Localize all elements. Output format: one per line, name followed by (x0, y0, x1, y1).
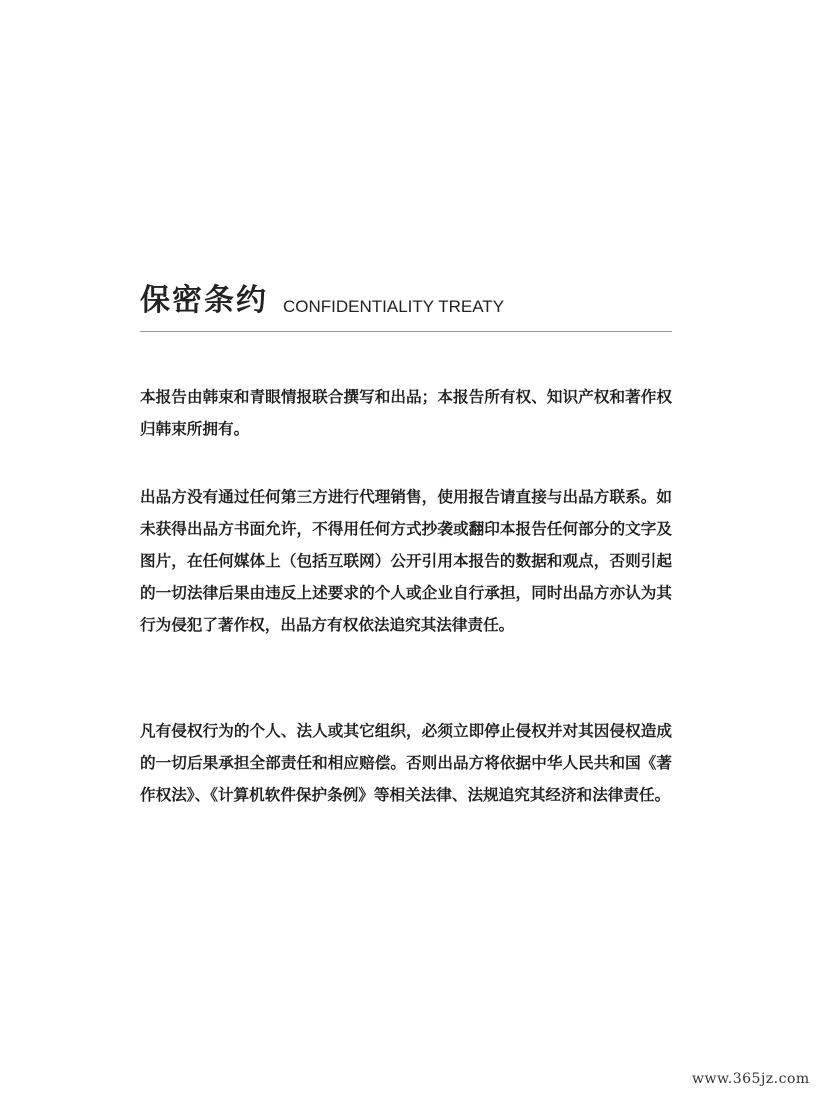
paragraph-distribution: 出品方没有通过任何第三方进行代理销售，使用报告请直接与出品方联系。如未获得出品方书面允许，不得用任何方式抄袭或翻印本报告任何部分的文字及图片，在任何媒体上（包括互联网）公开引用本报告的数据和观点，否则引起的一切法律后果由违反上述要求的个人或企业自行承担，同时出品方亦认为其行为侵犯了著作权，出品方有权依法追究其法律责任。 (140, 488, 672, 634)
paragraph-ownership: 本报告由韩束和青眼情报联合撰写和出品；本报告所有权、知识产权和著作权归韩束所拥有。 (140, 388, 672, 438)
heading-title-en: CONFIDENTIALITY TREATY (283, 297, 505, 316)
watermark-url: www.365jz.com (692, 1071, 810, 1087)
paragraph-infringement: 凡有侵权行为的个人、法人或其它组织，必须立即停止侵权并对其因侵权造成的一切后果承担全部责任和相应赔偿。否则出品方将依据中华人民共和国《著作权法》、《计算机软件保护条例》等相关法律、法规追究其经济和法律责任。 (140, 722, 672, 804)
section-heading (140, 282, 672, 332)
heading-title-cn: 保密条约 (140, 283, 268, 318)
